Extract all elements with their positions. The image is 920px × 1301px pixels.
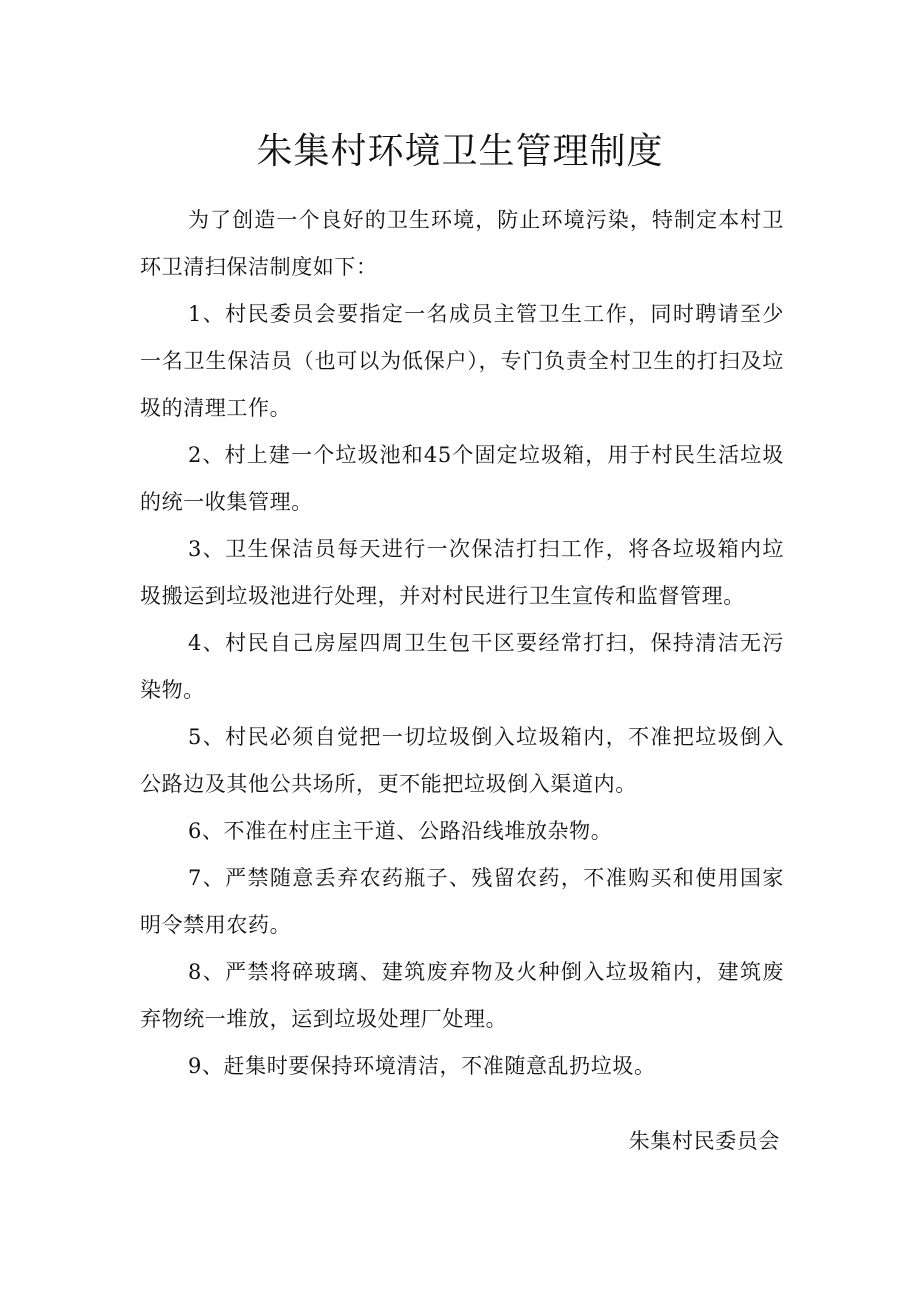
rule-1: 1、村民委员会要指定一名成员主管卫生工作，同时聘请至少一名卫生保洁员（也可以为低保户），专门负责全村卫生的打扫及垃圾的清理工作。 [140,302,784,420]
rule-7: 7、严禁随意丢弃农药瓶子、残留农药，不准购买和使用国家明令禁用农药。 [140,866,784,937]
signature: 朱集村民委员会 [628,1129,780,1153]
rule-2: 2、村上建一个垃圾池和45个固定垃圾箱，用于村民生活垃圾的统一收集管理。 [140,443,784,514]
intro-paragraph: 为了创造一个良好的卫生环境，防止环境污染，特制定本村卫环卫清扫保洁制度如下： [140,208,784,279]
document-body [140,197,784,1090]
rule-5: 5、村民必须自觉把一切垃圾倒入垃圾箱内，不准把垃圾倒入公路边及其他公共场所，更不能把垃圾倒入渠道内。 [140,725,784,796]
rule-4: 4、村民自己房屋四周卫生包干区要经常打扫，保持清洁无污染物。 [140,631,784,702]
document-title: 朱集村环境卫生管理制度 [256,131,664,172]
rule-6: 6、不准在村庄主干道、公路沿线堆放杂物。 [188,819,613,843]
rule-9: 9、赶集时要保持环境清洁，不准随意乱扔垃圾。 [188,1054,656,1078]
rule-8: 8、严禁将碎玻璃、建筑废弃物及火种倒入垃圾箱内，建筑废弃物统一堆放，运到垃圾处理厂处理。 [140,960,784,1031]
rule-3: 3、卫生保洁员每天进行一次保洁打扫工作，将各垃圾箱内垃圾搬运到垃圾池进行处理，并对村民进行卫生宣传和监督管理。 [140,537,784,608]
